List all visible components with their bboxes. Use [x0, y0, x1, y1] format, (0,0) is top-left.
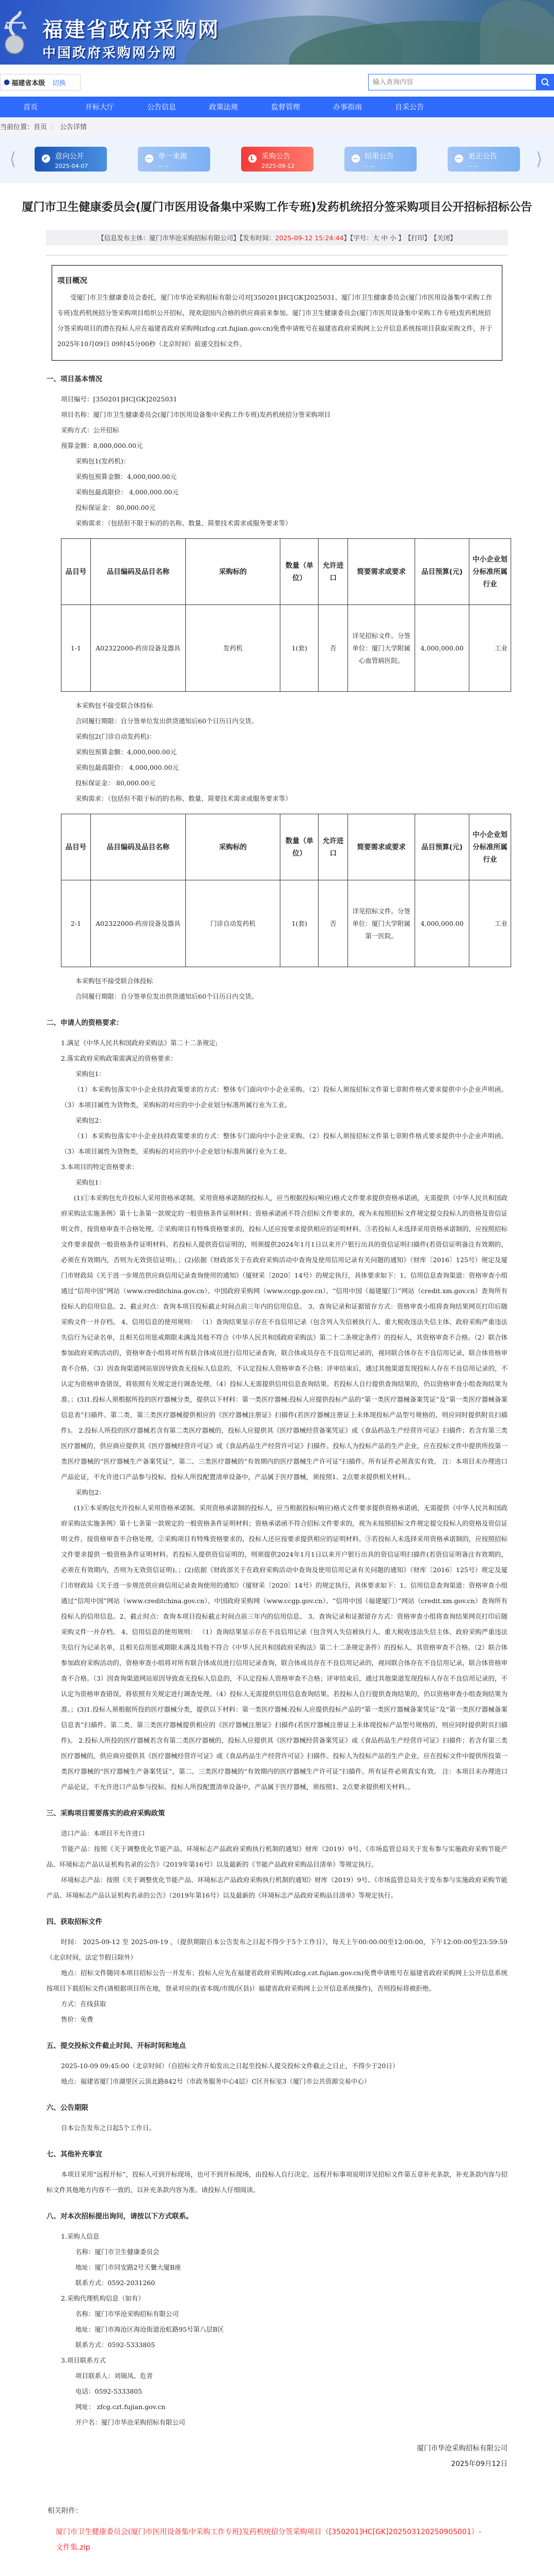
package-deposit: 投标保证金： 80,000.00元 [75, 779, 156, 787]
step-procurement[interactable] [241, 147, 313, 172]
cell-budget: 4,000,000.00 [415, 605, 469, 692]
requirements-table [61, 538, 511, 692]
search-icon [541, 77, 550, 87]
minus-circle-icon: — [352, 154, 360, 163]
document-price: 售价：免费 [61, 2015, 93, 2023]
attachment-link[interactable]: 厦门市卫生健康委员会(厦门市医用设备集中采购工作专班)发药机统招分签采购项目（[350201]HC[GK]202503120250905001）-文件集.zip [56, 2528, 481, 2552]
step-label: 采购公告 [261, 152, 291, 161]
section-heading: 八、对本次招标提出询问，请按以下方式联系。 [46, 2212, 193, 2221]
chevron-left-icon[interactable]: ⟨ [9, 149, 17, 169]
signature [46, 2441, 508, 2472]
breadcrumb-separator: 〉 [50, 123, 57, 131]
cell-quantity: 1(套) [280, 880, 319, 967]
step-single-source[interactable] [138, 147, 210, 172]
specific-requirements-text: (1)①本采购包允许投标人采用资格承诺制。采用资格承诺制的投标人，应当根据投标(响应)格式文件要求提供资格承诺函，无需提供《中华人民共和国政府采购法实施条例》第十七条第一款规定的一般资格条件证明材料；资格承诺函不符合招标文件要求的，视为未按照招标文件规定提交投标人的资格及资信证明文件，按资格审查不合格处理。②采购项目有特殊资格要求的，投标人还应按要求提供相应的证明材料。③若投标人未选择采用资格承诺制的，应按照招标文件要求提供一般资格条件证明材料。若投标人提供资信证明的，则须提供2024年1月1日以来开户银行出具的资信证明扫描件(若资信证明备注有效期的，必须在有效期内，否则为无效资信证明)。；(2)依据《财政部关于在政府采购活动中查询及使用信用记录有关问题的通知》（财库〔2016〕125号）规定及厦门市财政局《关于进一步规范供应商信用记录查询使用的通知》（厦财采〔2020〕14号）的规定执行，具体要求如下：1、信用信息查询渠道：资格审查小组通过“信用中国”网站（www.creditchina.gov.cn）、中国政府采购网（www.ccgp.gov.cn）、“信用中国（福建厦门）”网站（credit.xm.gov.cn）查询所有投标人的信用信息。2、截止时点：查询本项目投标截止时间点前三年内的信用信息。 3、查询记录和证据留存方式：资格审查小组将查询结果网页打印后随采购文件一并存档。 4、信用信息的使用规则： （1）查询结果显示存在不良信用记录（包含列入失信被执行人、重大税收违法失信主体、政府采购严重违法失信行为记录名单，且相关信用惩戒期限未满及其他不符合《中华人民共和国政府采购法》第二十二条规定条件）的投标人，其资格审查不合格。（2）联合体参加政府采购活动的，资格审查小组将对所有联合体成员进行信用记录查询，联合体成员存在不良信用记录的，视同联合体存在不良信用记录，联合体资格审查不合格。（3）因查询渠道网站原因导致查无投标人信息的，不认定投标人资格审查不合格；评审结束后，通过其他渠道发现投标人存在不良信用记录的，不认定为资格审查错误，将依照有关规定进行调查处理。（4）投标人无需提供信用信息查询结果。若投标人自行提供查询结果的，仍以资格审查小组查询结果为准。；(3)1.投标人须根据所投的医疗器械分类，提供以下材料：第一类医疗器械:投标人应提供投标产品的“第一类医疗器械备案凭证”及“第一类医疗器械备案信息表”扫描件。第二类、第三类医疗器械提供相应的《医疗器械注册证》扫描件(若医疗器械注册证上未体现投标产品型号规格的，则应同时提供附页扫描件)。 2.投标人所投的医疗器械若含有第二类医疗器械的，投标人应提供其《医疗器械经营备案凭证》或《食品药品生产经营许可证》扫描件；若含有第三类医疗器械的，供应商应提供其《医疗器械经营许可证》或《食品药品生产经营许可证》扫描件。投标人为投标产品的生产企业，应在投标文件中提供所投第一类医疗器械的“医疗器械生产备案凭证”，第二、三类医疗器械的“有效期内的医疗器械生产许可证”扫描件。所有证件必须真实有效。 注：本项目未办理进口产品论证，不允许进口产品参与投标。投标人所投配置清单设备中，产品属于医疗器械，须按照1、2点要求提供相关材料。。 [61, 1504, 508, 1791]
step-date: 2025-04-07 [55, 163, 88, 169]
buyer-phone: 联系方式：0592-2031260 [75, 2279, 155, 2287]
step-date: 2025-09-12 [261, 163, 295, 169]
publish-time: 2025-09-12 15:24:44 [275, 234, 344, 242]
chevron-right-icon[interactable]: ⟩ [535, 149, 543, 169]
specific-requirements-text: (1)①本采购包允许投标人采用资格承诺制。采用资格承诺制的投标人，应当根据投标(响应)格式文件要求提供资格承诺函，无需提供《中华人民共和国政府采购法实施条例》第十七条第一款规定的一般资格条件证明材料；资格承诺函不符合招标文件要求的，视为未按照招标文件规定提交投标人的资格及资信证明文件，按资格审查不合格处理。②采购项目有特殊资格要求的，投标人还应按要求提供相应的证明材料。③若投标人未选择采用资格承诺制的，应按照招标文件要求提供一般资格条件证明材料。若投标人提供资信证明的，则须提供2024年1月1日以来开户银行出具的资信证明扫描件(若资信证明备注有效期的，必须在有效期内，否则为无效资信证明)。；(2)依据《财政部关于在政府采购活动中查询及使用信用记录有关问题的通知》（财库〔2016〕125号）规定及厦门市财政局《关于进一步规范供应商信用记录查询使用的通知》（厦财采〔2020〕14号）的规定执行，具体要求如下：1、信用信息查询渠道：资格审查小组通过“信用中国”网站（www.creditchina.gov.cn）、中国政府采购网（www.ccgp.gov.cn）、“信用中国（福建厦门）”网站（credit.xm.gov.cn）查询所有投标人的信用信息。2、截止时点：查询本项目投标截止时间点前三年内的信用信息。 3、查询记录和证据留存方式：资格审查小组将查询结果网页打印后随采购文件一并存档。 4、信用信息的使用规则： （1）查询结果显示存在不良信用记录（包含列入失信被执行人、重大税收违法失信主体、政府采购严重违法失信行为记录名单，且相关信用惩戒期限未满及其他不符合《中华人民共和国政府采购法》第二十二条规定条件）的投标人，其资格审查不合格。（2）联合体参加政府采购活动的，资格审查小组将对所有联合体成员进行信用记录查询，联合体成员存在不良信用记录的，视同联合体存在不良信用记录，联合体资格审查不合格。（3）因查询渠道网站原因导致查无投标人信息的，不认定投标人资格审查不合格；评审结束后，通过其他渠道发现投标人存在不良信用记录的，不认定为资格审查错误，将依照有关规定进行调查处理。（4）投标人无需提供信用信息查询结果。若投标人自行提供查询结果的，仍以资格审查小组查询结果为准。；(3)1.投标人须根据所投的医疗器械分类，提供以下材料：第一类医疗器械:投标人应提供投标产品的“第一类医疗器械备案凭证”及“第一类医疗器械备案信息表”扫描件。第二类、第三类医疗器械提供相应的《医疗器械注册证》扫描件(若医疗器械注册证上未体现投标产品型号规格的，则应同时提供附页扫描件)。 2.投标人所投的医疗器械若含有第二类医疗器械的，投标人应提供其《医疗器械经营备案凭证》或《食品药品生产经营许可证》扫描件；若含有第三类医疗器械的，供应商应提供其《医疗器械经营许可证》或《食品药品生产经营许可证》扫描件。投标人为投标产品的生产企业，应在投标文件中提供所投第一类医疗器械的“医疗器械生产备案凭证”，第二、三类医疗器械的“有效期内的医疗器械生产许可证”扫描件。所有证件必须真实有效。 注：本项目未办理进口产品论证，不允许进口产品参与投标。投标人所投配置清单设备中，产品属于医疗器械，须按照1、2点要求提供相关材料。。 [61, 1194, 508, 1481]
attachments [48, 2505, 508, 2555]
cell-budget: 4,000,000.00 [415, 880, 469, 967]
nav-self-procurement[interactable]: 自采公告 [395, 103, 424, 112]
breadcrumb [0, 117, 554, 135]
column-header: 允许进口 [319, 814, 348, 880]
package-max-price: 采购包最高限价： 4,000,000.00元 [75, 764, 179, 771]
column-header: 品目号 [61, 539, 91, 605]
overview-text: 受厦门市卫生健康委员会委托，厦门市华沧采购招标有限公司对[350201]HC[GK]2025031、厦门市卫生健康委员会(厦门市医用设备集中采购工作专班)发药机统招分签采购项目组织公开招标，现欢迎国内合格的供应商前来参加。厦门市卫生健康委员会(厦门市医用设备集中采购工作专班)发药机统招分签采购项目的潜在投标人应在福建省政府采购网(zfcg.czt.fujian.gov.cn)免费申请账号在福建省政府采购网上公开信息系统按项目获取采购文件，并于2025年10月09日 09时45分00秒（北京时间）前递交投标文件。 [57, 293, 493, 348]
agent-address: 地址：厦门市海沧区海沧街道沧虹路95号第八层B区 [75, 2325, 224, 2333]
cell-target: 发药机 [185, 605, 280, 692]
column-header: 采购标的 [185, 539, 280, 605]
region-name: 福建省本级 [11, 79, 45, 87]
meta-text: 】 [398, 234, 405, 242]
step-date: -- -- [158, 163, 168, 169]
search-button[interactable] [536, 74, 554, 90]
contract-period: 合同履行期限：自分签单位发出供货通知后60个日历日内交货。 [75, 992, 258, 1000]
table-row [61, 880, 511, 967]
step-date: -- -- [468, 163, 478, 169]
cell-requirement: 详见招标文件。分签单位：厦门大学附属第一医院。 [348, 880, 415, 967]
breadcrumb-current: 公告详情 [60, 123, 87, 131]
section-heading: 五、提交投标文件截止时间、开标时间和地点 [46, 2042, 186, 2050]
package-demand: 采购需求：（包括但不限于标的的名称、数量、简要技术需求或服务要求等） [75, 519, 292, 527]
package-deposit: 投标保证金： 80,000.00元 [75, 504, 156, 511]
signature-date: 2025年09月12日 [451, 2460, 508, 2468]
step-label: 单一来源 [158, 152, 187, 161]
divider [46, 255, 508, 256]
search-bar [368, 74, 554, 90]
column-header: 简要需求或要求 [348, 539, 415, 605]
package-label: 采购包1： [75, 1070, 105, 1078]
font-size-small[interactable]: 小 [389, 234, 397, 242]
section-heading: 一、项目基本情况 [46, 375, 102, 383]
project-overview-box [52, 265, 502, 361]
article-content [46, 265, 508, 2472]
breadcrumb-home-link[interactable]: 首页 [34, 123, 48, 131]
package-demand: 采购需求：（包括但不限于标的的名称、数量、简要技术需求或服务要求等） [75, 795, 292, 802]
step-date: -- -- [365, 163, 375, 169]
document-place: 地点：招标文件随同本项目招标公告一并发布；投标人应先在福建省政府采购网(zfcg.czt.fujian.gov.cn)免费申请账号在福建省政府采购网上公开信息系统按项目下载招标文件(请根据项目所在地，登录对应的(省本级/市级/区县)）福建省政府采购网上公开信息系统操作)，否则投标将被拒绝。 [46, 1969, 508, 1992]
attachments-label: 相关附件： [48, 2507, 83, 2515]
meta-text: 】【字号： [343, 234, 373, 242]
package-label: 采购包2： [75, 1488, 105, 1496]
policy-text: （1）本采购包落实中小企业扶持政策要求的方式：整体专门面向中小企业采购。（2）投标人须按招标文件第七章附件格式要求提供中小企业声明函。（3）本项目属性为货物类，采购标的对应的中小企业划分标准所属行业为工业。 [61, 1132, 508, 1155]
banner-mountain [480, 0, 554, 65]
policy-energy: 节能产品：按照《关于调整优化节能产品、环境标志产品政府采购执行机制的通知》财库（2019）9号、《市场监管总局关于发布参与实施政府采购节能产品、环境标志产品认证机构名录的公告》（2019年第16号）以及最新的《节能产品政府采购品目清单》等规定执行。 [46, 1845, 508, 1868]
qualification-item: 3.本项目的特定资格要求： [61, 1163, 138, 1171]
cell-item-code: A02322000-药房设备及器具 [90, 880, 185, 967]
cell-industry: 工业 [469, 880, 511, 967]
location-pin-icon: ● [4, 78, 10, 86]
column-header: 品目预算(元) [415, 539, 469, 605]
search-input[interactable] [368, 74, 536, 90]
table-row [61, 605, 511, 692]
table-header-row [61, 539, 511, 605]
cell-quantity: 1(套) [280, 605, 319, 692]
column-header: 品目号 [61, 814, 91, 880]
cell-import: 否 [319, 605, 348, 692]
project-number: 项目编号：[350201]HC[GK]2025031 [61, 395, 178, 403]
cell-item-code: A02322000-药房设备及器具 [90, 605, 185, 692]
step-correction[interactable] [448, 147, 520, 172]
page-title: 厦门市卫生健康委员会(厦门市医用设备集中采购工作专班)发药机统招分签采购项目公开招标招标公告 [22, 201, 532, 214]
minus-circle-icon: — [455, 154, 463, 163]
article-meta-bar [46, 230, 508, 245]
cell-industry: 工业 [469, 605, 511, 692]
font-size-medium[interactable]: 中 [381, 234, 388, 242]
agent-name: 名称：厦门市华沧采购招标有限公司 [75, 2310, 179, 2318]
column-header: 品目编码及品目名称 [90, 814, 185, 880]
deadline-time: 2025-10-09 09:45:00（北京时间）（自招标文件开始发出之日起至投标人提交投标文件截止之日止，不得少于20日） [61, 2062, 399, 2070]
nav-supervision[interactable]: 监督管理 [271, 103, 300, 112]
nav-home[interactable]: 首页 [23, 103, 38, 112]
switch-region-link[interactable]: 切换 [52, 79, 66, 87]
step-label: 更正公告 [468, 152, 497, 161]
requirements-table [61, 814, 511, 967]
column-header: 数量（单位） [280, 814, 319, 880]
close-button[interactable]: 【关闭】 [430, 234, 456, 242]
column-header: 品目预算(元) [415, 814, 469, 880]
account-name: 开户名：厦门市华沧采购招标有限公司 [75, 2418, 185, 2426]
site-title: 福建省政府采购网 [42, 18, 220, 42]
minus-circle-icon: — [145, 154, 153, 163]
column-header: 中小企业划分标准所属行业 [469, 814, 511, 880]
publisher-info: 【信息发布主体：厦门市华沧采购招标有限公司】【发布时间： [98, 234, 275, 242]
package-label: 采购包2： [75, 1116, 105, 1124]
contact-group-title: 3.项目联系方式 [61, 2356, 106, 2364]
contact-group-title: 1.采购人信息 [61, 2232, 100, 2240]
step-result[interactable] [344, 147, 417, 172]
column-header: 简要需求或要求 [348, 814, 415, 880]
project-website: 网址： zfcg.czt.fujian.gov.cn [75, 2403, 166, 2411]
cell-requirement: 详见招标文件。分签单位：厦门大学附属心血管病医院。 [348, 605, 415, 692]
section-heading: 六、公告期限 [46, 2104, 88, 2112]
top-toolbar [0, 65, 554, 97]
column-header: 允许进口 [319, 539, 348, 605]
site-banner [0, 0, 554, 65]
buyer-name: 名称：厦门市卫生健康委员会 [75, 2248, 160, 2256]
cell-item-no: 2-1 [61, 880, 91, 967]
table-header-row [61, 814, 511, 880]
nav-guide[interactable]: 办事指南 [333, 103, 362, 112]
column-header: 品目编码及品目名称 [90, 539, 185, 605]
clock-circle-icon: L [248, 154, 257, 163]
print-button[interactable]: 【打印】 [404, 234, 431, 242]
step-label: 意向公开 [55, 152, 84, 161]
cell-item-no: 1-1 [61, 605, 91, 692]
package-max-price: 采购包最高限价： 4,000,000.00元 [75, 488, 179, 496]
package-label: 采购包1： [75, 1178, 105, 1186]
package-budget: 采购包预算金额：4,000,000.00元 [75, 748, 177, 756]
signature-org: 厦门市华沧采购招标有限公司 [417, 2444, 508, 2453]
notice-period: 自本公告发布之日起5个工作日。 [61, 2124, 155, 2132]
check-circle-icon: ✔ [42, 154, 50, 163]
cell-target: 门诊自动发药机 [185, 880, 280, 967]
package-name: 采购包2(门诊自动发药机)： [75, 733, 156, 740]
site-subtitle: 中国政府采购网分网 [42, 45, 178, 61]
consortium-note: 本采购包不接受联合体投标 [75, 702, 153, 709]
contract-period: 合同履行期限：自分签单位发出供货通知后60个日历日内交货。 [75, 717, 258, 725]
project-phone: 电话：0592-5333805 [75, 2387, 143, 2395]
policy-import: 进口产品：本项目不允许进口 [61, 1829, 145, 1837]
budget-amount: 预算金额：8,000,000.00元 [61, 442, 143, 449]
nav-bid-hall[interactable]: 开标大厅 [85, 103, 114, 112]
qualification-item: 2.落实政府采购政策需满足的资格要求： [61, 1054, 177, 1062]
section-heading: 七、其他补充事宜 [46, 2150, 102, 2159]
section-heading: 四、获取招标文件 [46, 1918, 102, 1926]
breadcrumb-prefix: 当前位置： [0, 123, 34, 131]
opening-place: 地点：福建省厦门市湖里区云顶北路842号（市政务服务中心4层）C区开标室3（厦门市公共资源交易中心） [61, 2077, 371, 2085]
overview-heading: 项目概况 [57, 277, 87, 285]
document-method: 方式：在线获取 [61, 2000, 106, 2008]
process-timeline [0, 135, 554, 183]
buyer-address: 地址：厦门市同安路2号天黌大厦B座 [75, 2263, 181, 2271]
agent-phone: 联系方式：0592-5333805 [75, 2341, 155, 2349]
consortium-note: 本采购包不接受联合体投标 [75, 977, 153, 985]
document-time: 时间： 2025-09-12 至 2025-09-19 ，（提供期限自本公告发布之日起不得少于5个工作日），每天上午00:00:00至12:00:00，下午12:00:00至23:59:59（北京时间，法定节假日除外） [46, 1938, 508, 1961]
contact-group-title: 2.采购代理机构信息（如有） [61, 2294, 145, 2302]
supplementary-text: 本项目采用“远程开标”，投标人可到开标现场，也可不到开标现场，由投标人自行决定。远程开标事项说明详见招标文件第五章补充条款，补充条款内容与招标文件其他地方内容不一致的，以补充条款内容为准。请投标人仔细阅读。 [46, 2170, 508, 2194]
column-header: 中小企业划分标准所属行业 [469, 539, 511, 605]
procurement-method: 采购方式：公开招标 [61, 426, 119, 434]
column-header: 数量（单位） [280, 539, 319, 605]
project-contact: 项目联系人：刘瑞凤、危青 [75, 2372, 153, 2380]
region-selector [0, 74, 81, 90]
column-header: 采购标的 [185, 814, 280, 880]
package-name: 采购包1(发药机)： [75, 457, 130, 465]
project-name: 项目名称：厦门市卫生健康委员会(厦门市医用设备集中采购工作专班)发药机统招分签采购项目 [61, 411, 331, 418]
site-logo-icon [3, 10, 32, 55]
step-intent[interactable] [35, 147, 107, 172]
qualification-item: 1.满足《中华人民共和国政府采购法》第二十二条规定; [61, 1039, 218, 1047]
policy-text: （1）本采购包落实中小企业扶持政策要求的方式：整体专门面向中小企业采购。（2）投标人须按招标文件第七章附件格式要求提供中小企业声明函。（3）本项目属性为货物类，采购标的对应的中小企业划分标准所属行业为工业。 [61, 1085, 508, 1109]
package-budget: 采购包预算金额：4,000,000.00元 [75, 473, 177, 480]
main-nav [0, 97, 554, 117]
font-size-large[interactable]: 大 [372, 234, 379, 242]
section-heading: 二、申请人的资格要求： [46, 1019, 123, 1027]
nav-announcements[interactable]: 公告信息 [147, 103, 176, 112]
cell-import: 否 [319, 880, 348, 967]
section-heading: 三、采购项目需要落实的政府采购政策 [46, 1809, 165, 1818]
nav-policies[interactable]: 政策法规 [209, 103, 238, 112]
policy-environment: 环境标志产品：按照《关于调整优化节能产品、环境标志产品政府采购执行机制的通知》财库（2019）9号、《市场监管总局关于发布参与实施政府采购节能产品、环境标志产品认证机构名录的公告》（2019年第16号）以及最新的《环境标志产品政府采购品目清单》等规定执行。 [46, 1876, 508, 1899]
step-label: 结果公告 [365, 152, 394, 161]
